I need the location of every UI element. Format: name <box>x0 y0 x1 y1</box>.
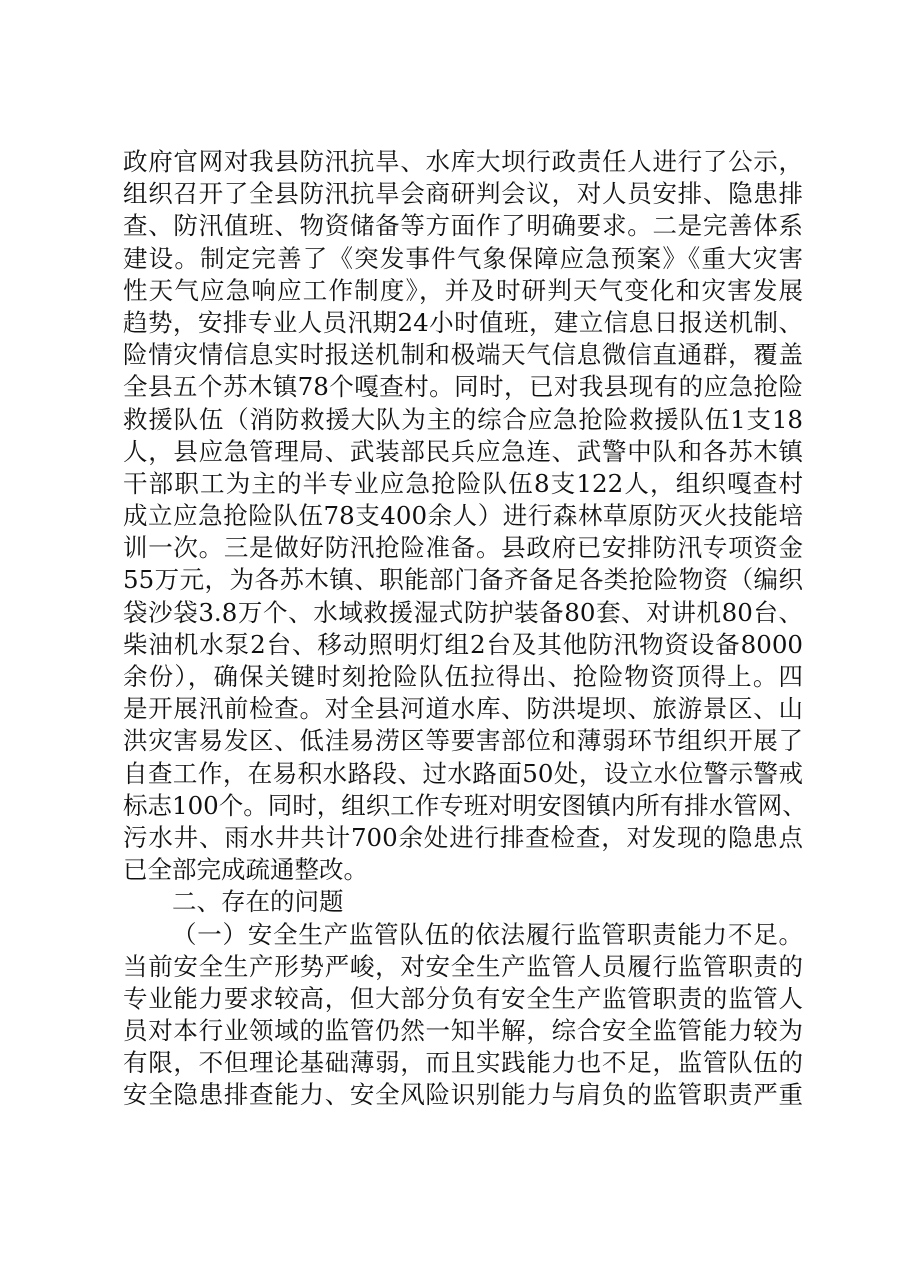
text-line: 政府官网对我县防汛抗旱、水库大坝行政责任人进行了公示， <box>123 147 803 176</box>
text-line: 人，县应急管理局、武装部民兵应急连、武警中队和各苏木镇 <box>123 436 803 466</box>
text-line: 已全部完成疏通整改。 <box>123 855 368 885</box>
text-line: 建设。制定完善了《突发事件气象保障应急预案》《重大灾害 <box>123 243 803 273</box>
text-line: 有限，不但理论基础薄弱，而且实践能力也不足，监管队伍的 <box>123 1048 803 1078</box>
text-line: 当前安全生产形势严峻，对安全生产监管人员履行监管职责的 <box>123 951 803 981</box>
text-line: 查、防汛值班、物资储备等方面作了明确要求。二是完善体系 <box>123 211 803 241</box>
text-line: 袋沙袋3.8万个、水域救援湿式防护装备80套、对讲机80台、 <box>123 597 803 627</box>
paragraph-progress-measures <box>123 146 807 886</box>
section-heading-existing-problems: 二、存在的问题 <box>172 887 344 917</box>
text-line: 救援队伍（消防救援大队为主的综合应急抢险救援队伍1支18 <box>123 404 803 434</box>
text-line: 标志100个。同时，组织工作专班对明安图镇内所有排水管网、 <box>123 790 807 820</box>
text-line: 趋势，安排专业人员汛期24小时值班，建立信息日报送机制、 <box>123 307 803 337</box>
text-line: （一）安全生产监管队伍的依法履行监管职责能力不足。 <box>172 919 803 949</box>
text-line: 自查工作，在易积水路段、过水路面50处，设立水位警示警戒 <box>123 758 803 788</box>
paragraph-problem-one <box>123 919 803 1112</box>
text-line: 是开展汛前检查。对全县河道水库、防洪堤坝、旅游景区、山 <box>123 694 803 724</box>
text-line: 洪灾害易发区、低洼易涝区等要害部位和薄弱环节组织开展了 <box>123 726 803 756</box>
text-line: 全县五个苏木镇78个嘎查村。同时，已对我县现有的应急抢险 <box>123 372 803 402</box>
text-line: 险情灾情信息实时报送机制和极端天气信息微信直通群，覆盖 <box>123 340 803 370</box>
text-line: 污水井、雨水井共计700余处进行排查检查，对发现的隐患点 <box>123 822 803 852</box>
text-line: 专业能力要求较高，但大部分负有安全生产监管职责的监管人 <box>123 983 803 1013</box>
document-body <box>123 146 807 1112</box>
text-line: 余份），确保关键时刻抢险队伍拉得出、抢险物资顶得上。四 <box>123 662 803 691</box>
text-line: 干部职工为主的半专业应急抢险队伍8支122人，组织嘎查村 <box>123 468 803 498</box>
text-line: 员对本行业领域的监管仍然一知半解，综合安全监管能力较为 <box>123 1016 803 1046</box>
text-line: 组织召开了全县防汛抗旱会商研判会议，对人员安排、隐患排 <box>123 179 803 209</box>
text-line: 55万元，为各苏木镇、职能部门备齐备足各类抢险物资（编织 <box>123 565 803 595</box>
text-line: 柴油机水泵2台、移动照明灯组2台及其他防汛物资设备8000 <box>123 629 803 659</box>
text-line: 成立应急抢险队伍78支400余人）进行森林草原防灭火技能培 <box>123 501 803 531</box>
text-line: 训一次。三是做好防汛抢险准备。县政府已安排防汛专项资金 <box>123 533 803 563</box>
text-line: 安全隐患排查能力、安全风险识别能力与肩负的监管职责严重 <box>123 1080 803 1110</box>
text-line: 性天气应急响应工作制度》，并及时研判天气变化和灾害发展 <box>123 275 803 305</box>
